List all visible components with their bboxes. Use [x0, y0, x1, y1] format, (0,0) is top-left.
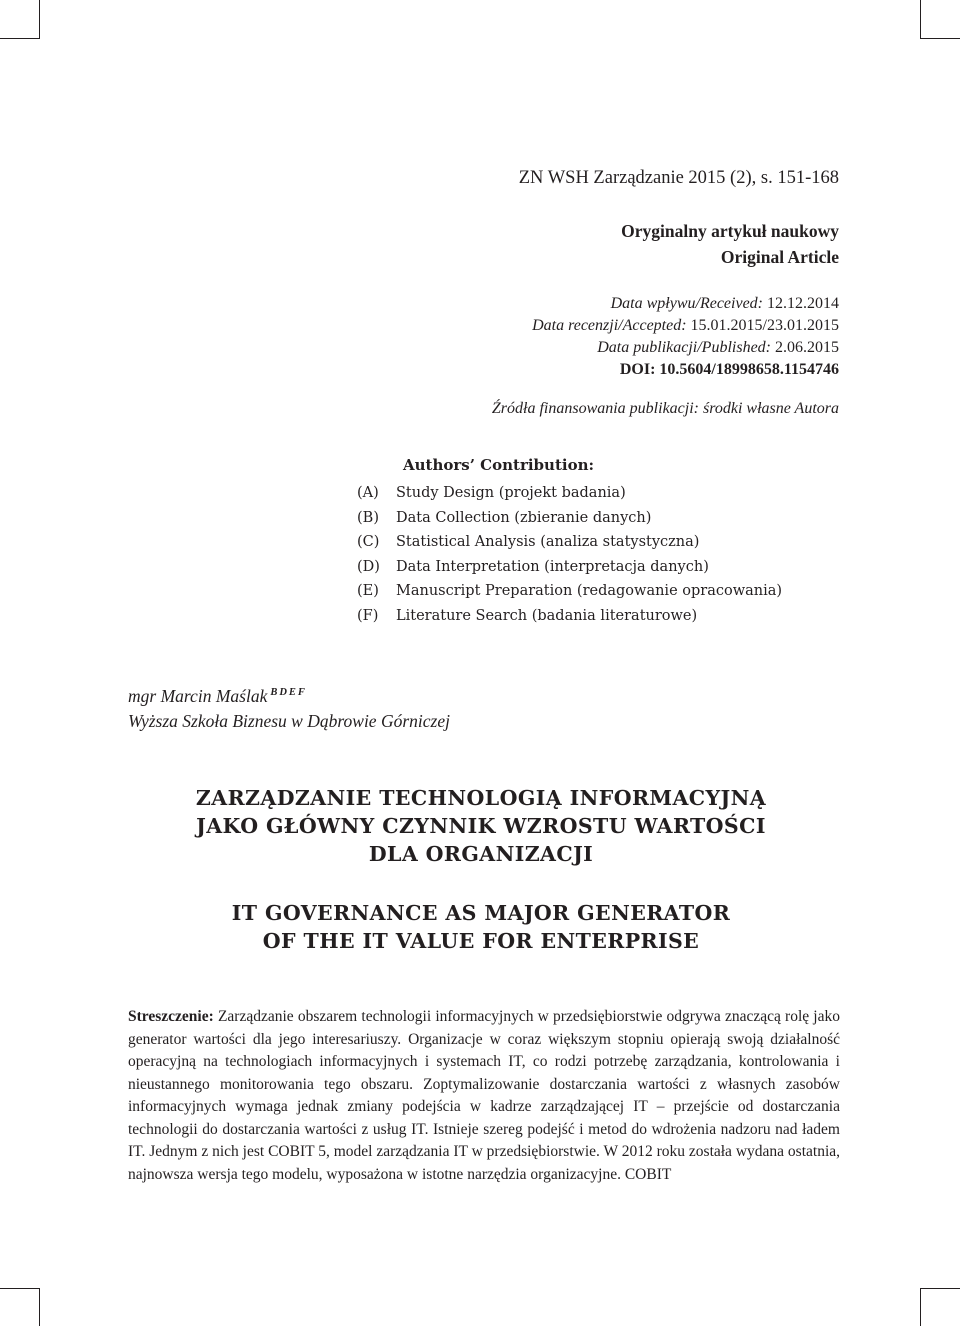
abstract-label: Streszczenie:	[128, 1008, 214, 1025]
contribution-letter: (E)	[357, 583, 379, 600]
title-en-line: IT GOVERNANCE AS MAJOR GENERATOR	[231, 901, 731, 925]
article-type	[621, 218, 839, 270]
funding-source: Źródła finansowania publikacji: środki własne Autora	[491, 400, 839, 417]
title-pl-line: JAKO GŁÓWNY CZYNNIK WZROSTU WARTOŚCI	[196, 814, 766, 838]
author-name: mgr Marcin Maślak	[128, 686, 268, 706]
author-block	[128, 680, 450, 734]
contribution-text: Data Collection (zbieranie danych)	[396, 509, 652, 526]
crop-mark-bottom-left-vertical	[39, 1288, 40, 1326]
contribution-letter: (F)	[357, 607, 379, 624]
contribution-text: Data Interpretation (interpretacja danych)	[396, 558, 709, 575]
contribution-item	[357, 579, 782, 604]
received-value: 12.12.2014	[763, 295, 839, 312]
contribution-letter: (A)	[357, 485, 379, 501]
abstract	[128, 1006, 840, 1186]
contribution-letter: (C)	[357, 534, 380, 551]
contribution-item	[357, 555, 782, 580]
article-type-pl: Oryginalny artykuł naukowy	[621, 221, 839, 241]
published-date	[532, 337, 839, 359]
journal-citation: ZN WSH Zarządzanie 2015 (2), s. 151-168	[518, 168, 839, 188]
crop-mark-top-left-horizontal	[0, 38, 40, 39]
crop-mark-top-left-vertical	[39, 0, 40, 38]
contribution-text: Literature Search (badania literaturowe)	[396, 607, 698, 624]
accepted-label: Data recenzji/Accepted:	[532, 317, 687, 334]
title-pl-line: DLA ORGANIZACJI	[368, 842, 594, 866]
title-en-line: OF THE IT VALUE FOR ENTERPRISE	[262, 929, 700, 953]
crop-mark-bottom-right-vertical	[920, 1288, 921, 1326]
crop-mark-bottom-right-horizontal	[920, 1288, 960, 1289]
contribution-text: Manuscript Preparation (redagowanie opracowania)	[396, 583, 783, 600]
accepted-date	[532, 315, 839, 337]
article-type-en: Original Article	[720, 247, 839, 267]
abstract-text: Zarządzanie obszarem technologii informacyjnych w przedsiębiorstwie odgrywa znaczącą rolę jako generator wartości dla jego interesariuszy. Organizacje w coraz większym stopniu opierają swoją działalność operacyjną na technologiach informacyjnych i systemach IT, co rodzi potrzebę zarządzania, kontrolowania i nieustannego monitorowania tego obszaru. Zoptymalizowanie dostarczania wartości z własnych zasobów informacyjnych wymaga jednak zmiany podejścia w kadrze zarządzającej IT – przejście od dostarczania technologii do dostarczania wartości z usług IT. Istnieje szereg podejść i metod do wdrożenia nadzoru nad ładem IT. Jednym z nich jest COBIT 5, model zarządzania IT w przedsiębiorstwie. W 2012 roku została wydana ostatnia, najnowsza wersja tego modelu, wyposażona w istotne narzędzia organizacyjne. COBIT	[128, 1008, 840, 1183]
title-english	[121, 899, 841, 955]
contribution-item	[357, 506, 782, 531]
title-polish	[121, 784, 841, 868]
contribution-item	[357, 481, 782, 506]
contribution-item	[357, 604, 782, 629]
accepted-value: 15.01.2015/23.01.2015	[686, 317, 839, 334]
authors-contribution	[357, 453, 782, 629]
author-line	[128, 680, 450, 709]
title-pl-line: ZARZĄDZANIE TECHNOLOGIĄ INFORMACYJNĄ	[195, 786, 767, 810]
contribution-letter: (D)	[357, 558, 380, 575]
author-roles: BDEF	[270, 687, 307, 698]
doi: DOI: 10.5604/18998658.1154746	[619, 361, 839, 378]
contribution-text: Study Design (projekt badania)	[396, 485, 626, 501]
received-date	[532, 293, 839, 315]
published-label: Data publikacji/Published:	[597, 339, 771, 356]
author-affiliation: Wyższa Szkoła Biznesu w Dąbrowie Górniczej	[128, 711, 450, 731]
crop-mark-top-right-vertical	[920, 0, 921, 38]
contribution-heading: Authors’ Contribution:	[403, 456, 595, 474]
contribution-letter: (B)	[357, 509, 379, 526]
crop-mark-bottom-left-horizontal	[0, 1288, 40, 1289]
crop-mark-top-right-horizontal	[920, 38, 960, 39]
received-label: Data wpływu/Received:	[610, 295, 763, 312]
contribution-item	[357, 530, 782, 555]
contribution-text: Statistical Analysis (analiza statystyczna)	[396, 534, 700, 551]
article-dates	[532, 293, 839, 381]
published-value: 2.06.2015	[771, 339, 839, 356]
